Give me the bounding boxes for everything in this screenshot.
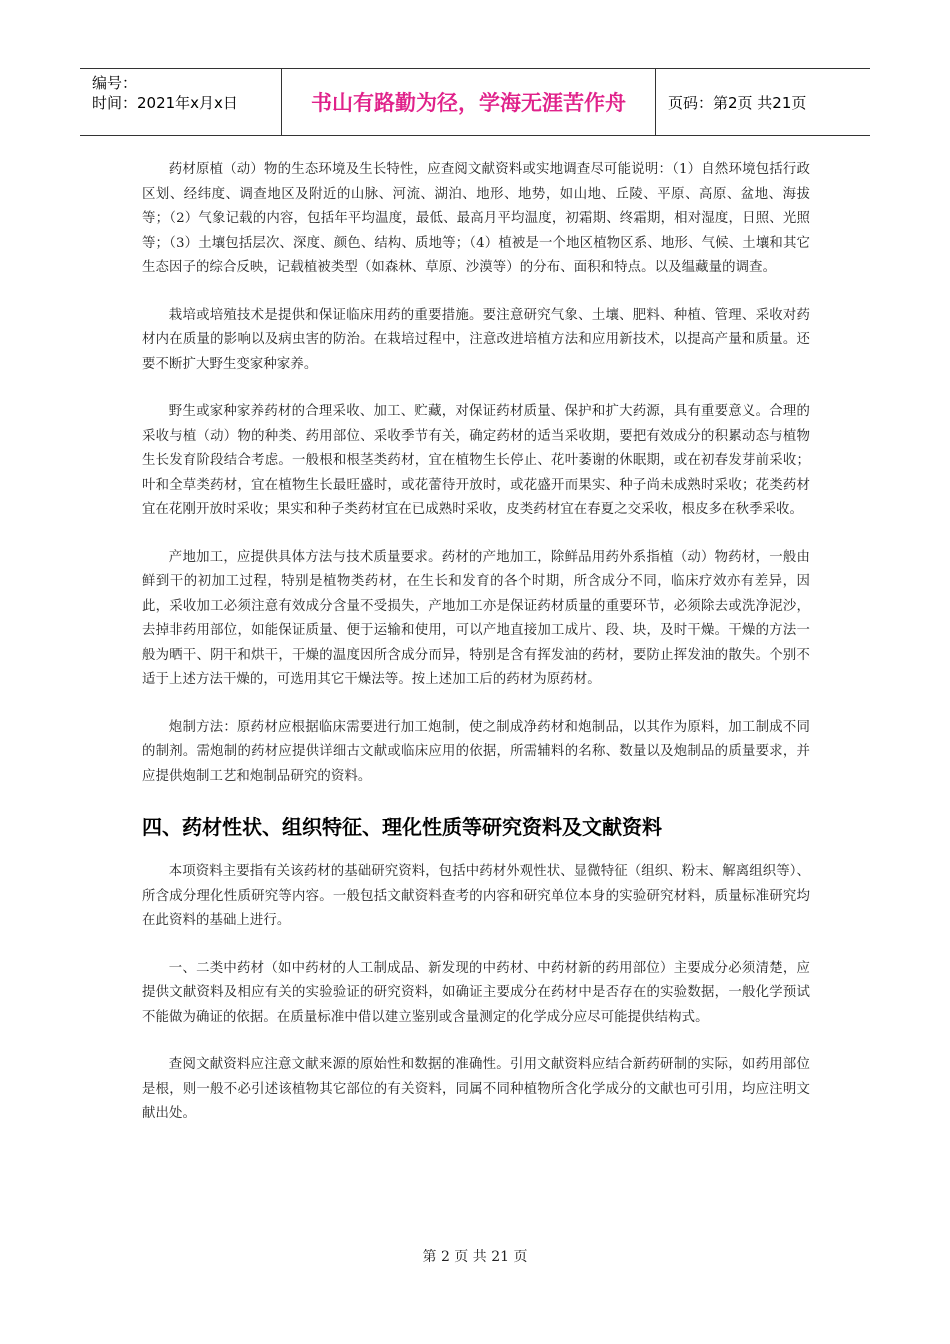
paragraph-harvest: 野生或家种家养药材的合理采收、加工、贮藏，对保证药材质量、保护和扩大药源，具有重要意义。合理的采收与植（动）物的种类、药用部位、采收季节有关，确定药材的适当采收期，要把有效成分的积累动态与植物生长发育阶段结合考虑。一般根和根茎类药材，宜在植物生长停止、花叶萎谢的休眠期，或在初春发芽前采收；叶和全草类药材，宜在植物生长最旺盛时，或花蕾待开放时，或花盛开而果实、种子尚未成熟时采收；花类药材宜在花刚开放时采收；果实和种子类药材宜在已成熟时采收，皮类药材宜在春夏之交采收，根皮多在秋季采收。 (142, 404, 810, 517)
paragraph-ecology: 药材原植（动）物的生态环境及生长特性，应查阅文献资料或实地调查尽可能说明：（1）自然环境包括行政区划、经纬度、调查地区及附近的山脉、河流、湖泊、地形、地势，如山地、丘陵、平原、高原、盆地、海拔等；（2）气象记载的内容，包括年平均温度，最低、最高月平均温度，初霜期、终霜期，相对湿度，日照、光照等；（3）土壤包括层次、深度、颜色、结构、质地等；（4）植被是一个地区植物区系、地形、气候、土壤和其它生态因子的综合反映，记载植被类型（如森林、草原、沙漠等）的分布、面积和特点。以及缊藏量的调查。 (142, 162, 810, 275)
page-footer: 第 2 页 共 21 页 (422, 1249, 528, 1265)
paragraph-processing: 产地加工，应提供具体方法与技术质量要求。药材的产地加工，除鲜品用药外系指植（动）物药材，一般由鲜到干的初加工过程，特别是植物类药材，在生长和发育的各个时期，所含成分不同，临床疗效亦有差异，因此，采收加工必须注意有效成分含量不受损失，产地加工亦是保证药材质量的重要环节，必须除去或洗净泥沙，去掉非药用部位，如能保证质量、便于运输和使用，可以产地直接加工成片、段、块，及时干燥。干燥的方法一般为晒干、阴干和烘干，干燥的温度因所含成分而异，特别是含有挥发油的药材，要防止挥发油的散失。个别不适于上述方法干燥的，可选用其它干燥法等。按上述加工后的药材为原药材。 (142, 549, 810, 687)
paragraph-preparation: 炮制方法：原药材应根据临床需要进行加工炮制，使之制成净药材和炮制品，以其作为原料，加工制成不同的制剂。需炮制的药材应提供详细古文献或临床应用的依据，所需辅料的名称、数量以及炮制品的质量要求，并应提供炮制工艺和炮制品研究的资料。 (142, 719, 810, 784)
header-page-info: 页码：第2页 共21页 (668, 93, 807, 112)
document-body (142, 158, 810, 1150)
document-date-label: 时间：2021年x月x日 (92, 94, 238, 112)
header-motto: 书山有路勤为径，学海无涯苦作舟 (282, 69, 656, 135)
paragraph-main-components: 一、二类中药材（如中药材的人工制成品、新发现的中药材、中药材新的药用部位）主要成分必须清楚，应提供文献资料及相应有关的实验验证的研究资料，如确证主要成分在药材中是否存在的实验数据，一般化学预试不能做为确证的依据。在质量标准中借以建立鉴别或含量测定的化学成分应尽可能提供结构式。 (142, 960, 810, 1025)
section-heading: 四、药材性状、组织特征、理化性质等研究资料及文献资料 (142, 815, 662, 839)
paragraph-research-scope: 本项资料主要指有关该药材的基础研究资料，包括中药材外观性状、显微特征（组织、粉末、解离组织等）、所含成分理化性质研究等内容。一般包括文献资料查考的内容和研究单位本身的实验研究材料，质量标准研究均在此资料的基础上进行。 (142, 864, 810, 928)
paragraph-literature: 查阅文献资料应注意文献来源的原始性和数据的准确性。引用文献资料应结合新药研制的实际，如药用部位是根，则一般不必引述该植物其它部位的有关资料，同属不同种植物所含化学成分的文献也可引用，均应注明文献出处。 (142, 1057, 810, 1121)
page-header (80, 68, 870, 136)
document-number-label: 编号： (92, 74, 138, 92)
paragraph-cultivation: 栽培或培殖技术是提供和保证临床用药的重要措施。要注意研究气象、土壤、肥料、种植、管理、采收对药材内在质量的影响以及病虫害的防治。在栽培过程中，注意改进培植方法和应用新技术，以提高产量和质量。还要不断扩大野生变家种家养。 (142, 307, 810, 372)
header-meta-cell (80, 69, 282, 135)
